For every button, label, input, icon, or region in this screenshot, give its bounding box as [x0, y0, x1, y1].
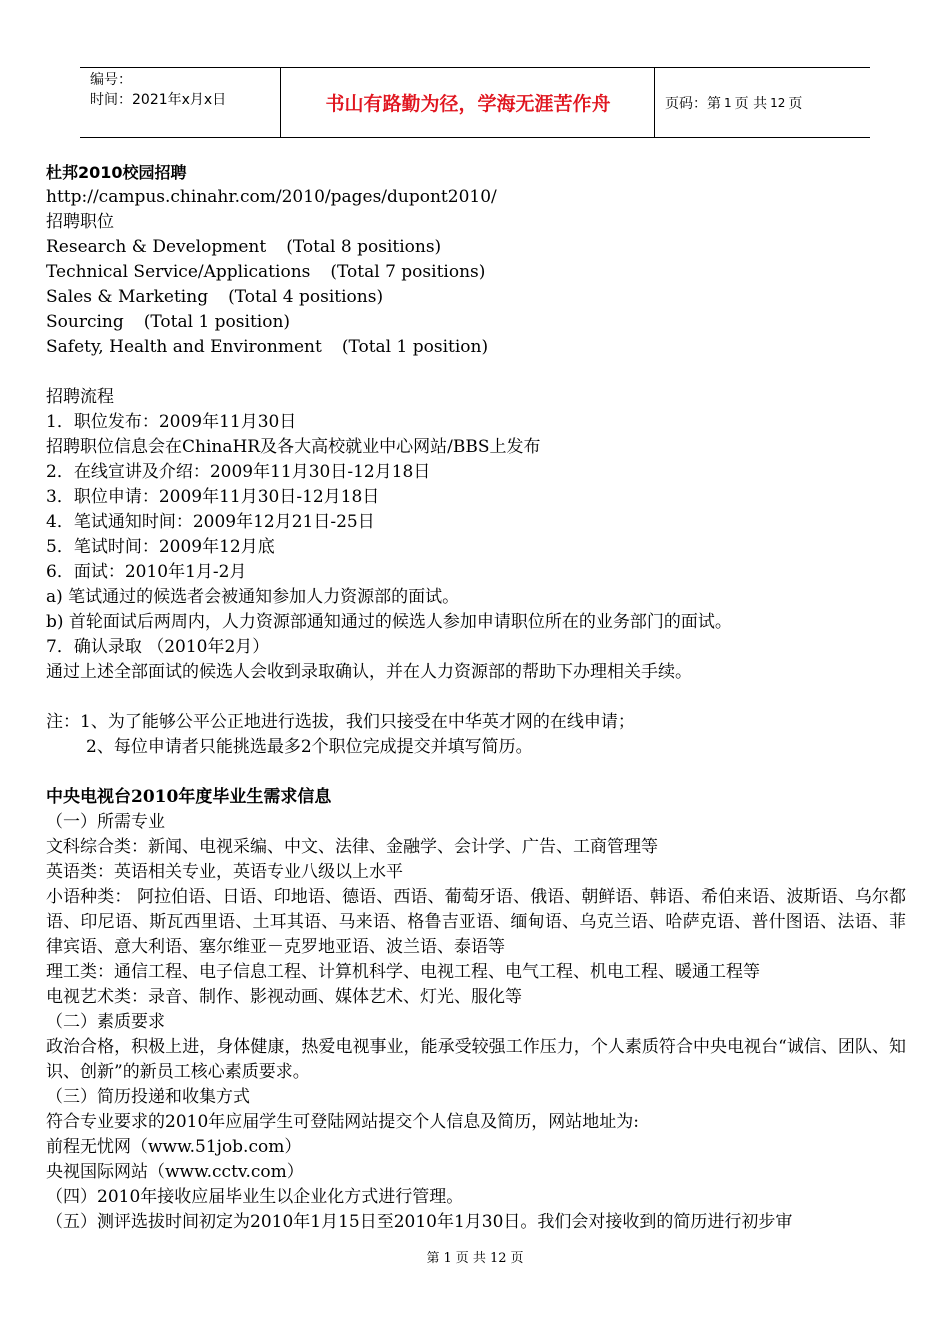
position-item: Sourcing (Total 1 position) — [46, 312, 291, 332]
section-heading: （四）2010年接收应届毕业生以企业化方式进行管理。 — [46, 1187, 464, 1207]
process-step: 3．职位申请：2009年11月30日-12月18日 — [46, 487, 380, 507]
process-step: 7．确认录取 （2010年2月） — [46, 637, 270, 657]
section-heading: （一）所需专业 — [46, 812, 165, 832]
section-heading: （二）素质要求 — [46, 1012, 165, 1032]
note-1: 注：1、为了能够公平公正地进行选拔，我们只接受在中华英才网的在线申请； — [46, 712, 635, 732]
cctv-title: 中央电视台2010年度毕业生需求信息 — [46, 787, 332, 807]
major-line: 理工类：通信工程、电子信息工程、计算机科学、电视工程、电气工程、机电工程、暖通工程等 — [46, 962, 760, 982]
process-step: 招聘职位信息会在ChinaHR及各大高校就业中心网站/BBS上发布 — [46, 437, 541, 457]
section-heading: （五）测评选拔时间初定为2010年1月15日至2010年1月30日。我们会对接收到的简历进行初步审 — [46, 1212, 793, 1232]
time-label: 时间：2021年x月x日 — [90, 92, 227, 108]
page-indicator: 页码：第 1 页 共 12 页 — [654, 68, 870, 137]
header-table — [80, 67, 870, 138]
position-item: Safety, Health and Environment (Total 1 position) — [46, 337, 489, 357]
note-2: 2、每位申请者只能挑选最多2个职位完成提交并填写简历。 — [86, 737, 533, 757]
major-line: 文科综合类：新闻、电视采编、中文、法律、金融学、会计学、广告、工商管理等 — [46, 837, 658, 857]
section-heading: （三）简历投递和收集方式 — [46, 1087, 250, 1107]
positions-heading: 招聘职位 — [46, 212, 114, 232]
major-line: 小语种类： 阿拉伯语、日语、印地语、德语、西语、葡萄牙语、俄语、朝鲜语、韩语、希伯来语、波斯语、乌尔都语、印尼语、斯瓦西里语、土耳其语、马来语、格鲁吉亚语、缅甸语、乌克兰语、哈萨克语、普什图语、法语、菲律宾语、意大利语、塞尔维亚－克罗地亚语、波兰语、泰语等 — [46, 887, 906, 957]
motto: 书山有路勤为径，学海无涯苦作舟 — [325, 93, 611, 115]
dupont-url: http://campus.chinahr.com/2010/pages/dupont2010/ — [46, 187, 497, 207]
process-step: 5．笔试时间：2009年12月底 — [46, 537, 275, 557]
process-step: a) 笔试通过的候选者会被通知参加人力资源部的面试。 — [46, 587, 460, 607]
process-step: 6．面试：2010年1月-2月 — [46, 562, 247, 582]
number-label: 编号： — [90, 72, 132, 88]
process-step: 4．笔试通知时间：2009年12月21日-25日 — [46, 512, 375, 532]
process-heading: 招聘流程 — [46, 387, 114, 407]
process-step: 1．职位发布：2009年11月30日 — [46, 412, 297, 432]
header-info-cell — [80, 68, 281, 137]
resume-text: 符合专业要求的2010年应届学生可登陆网站提交个人信息及简历，网站地址为: — [46, 1112, 639, 1132]
process-step: 2．在线宣讲及介绍：2009年11月30日-12月18日 — [46, 462, 431, 482]
process-step: 通过上述全部面试的候选人会收到录取确认，并在人力资源部的帮助下办理相关手续。 — [46, 662, 692, 682]
major-line: 英语类：英语相关专业，英语专业八级以上水平 — [46, 862, 403, 882]
website-cctv: 央视国际网站（www.cctv.com） — [46, 1162, 304, 1182]
page-footer: 第 1 页 共 12 页 — [426, 1251, 524, 1266]
quality-text: 政治合格，积极上进，身体健康，热爱电视事业，能承受较强工作压力，个人素质符合中央电视台“诚信、团队、知识、创新”的新员工核心素质要求。 — [46, 1037, 906, 1082]
process-step: b) 首轮面试后两周内，人力资源部通知通过的候选人参加申请职位所在的业务部门的面试。 — [46, 612, 732, 632]
document-body — [46, 160, 906, 1235]
website-51job: 前程无忧网（www.51job.com） — [46, 1137, 302, 1157]
major-line: 电视艺术类：录音、制作、影视动画、媒体艺术、灯光、服化等 — [46, 987, 522, 1007]
position-item: Technical Service/Applications (Total 7 positions) — [46, 262, 486, 282]
dupont-title: 杜邦2010校园招聘 — [46, 163, 187, 182]
position-item: Research & Development (Total 8 positions) — [46, 237, 442, 257]
position-item: Sales & Marketing (Total 4 positions) — [46, 287, 384, 307]
